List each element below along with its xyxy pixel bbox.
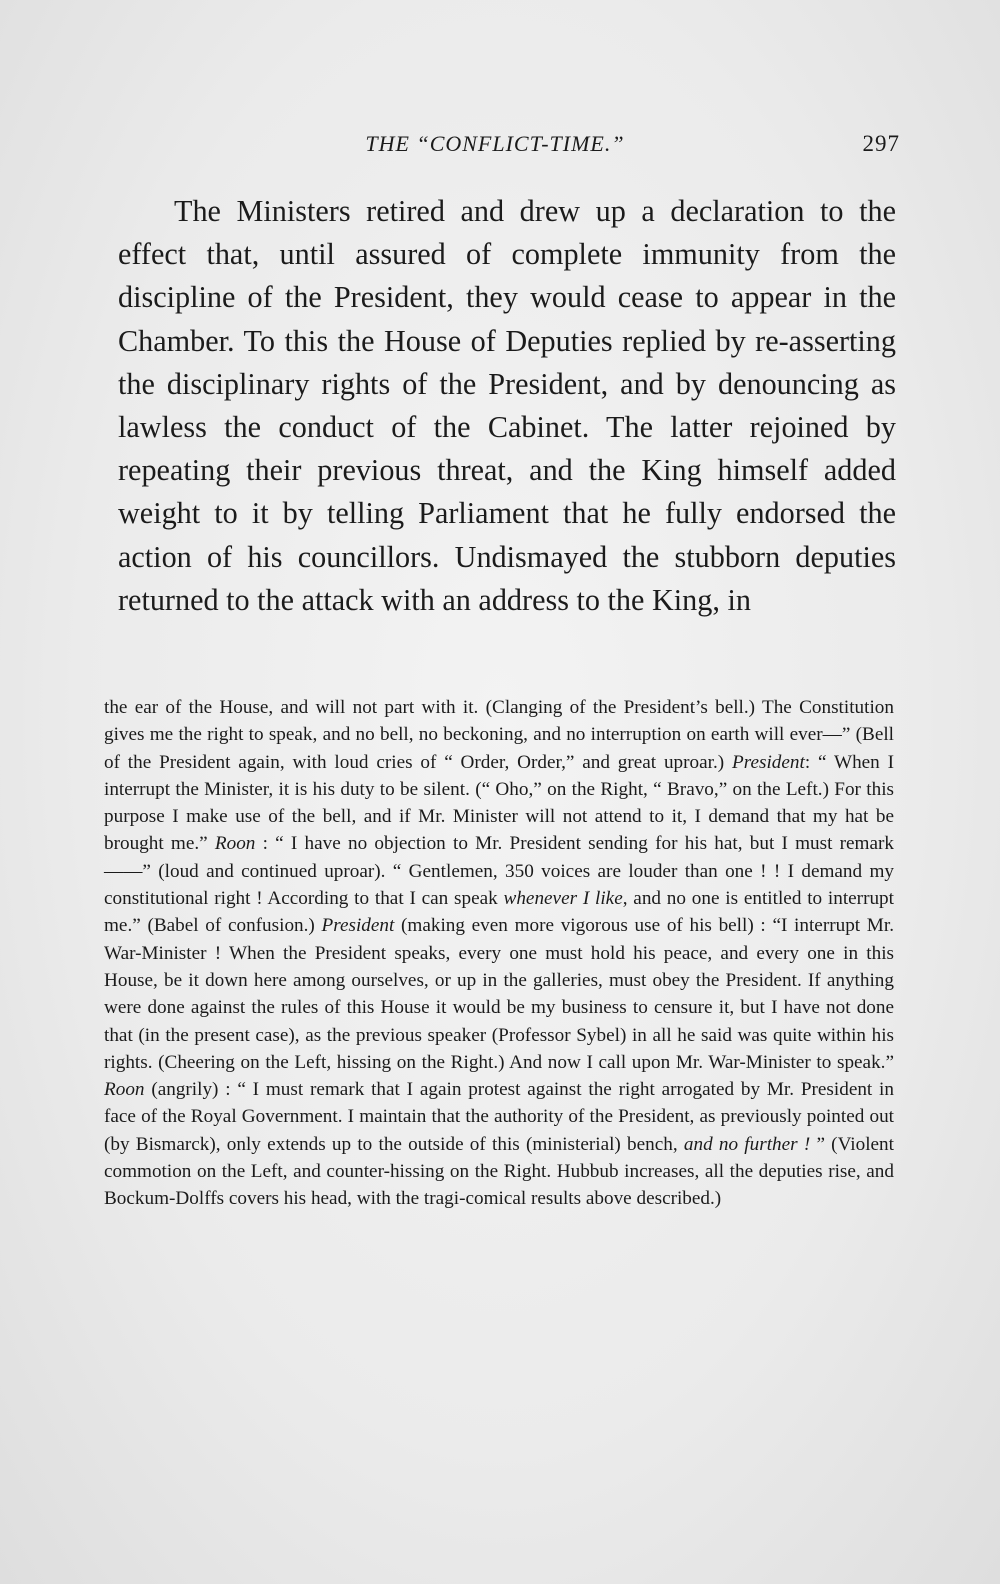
emphasis-text: whenever I like [503,888,623,910]
footnote-text: : “ When I interrupt the Minister, it is his duty to be silent. (“ Oho,” on the Right, “ Bravo,” on the Left.) For this purpose I make use of the bell, and if Mr. Minister will not attend to it, I demand that my hat be brought me.” [104,751,894,855]
footnote-text: (making even more vigorous use of his bell) : “I interrupt Mr. War-Minister ! When the President speaks, every one must hold his peace, and every one in this House, be it down here among ourselves, or up in the galleries, must obey the President. If anything were done against the rules of this House it would be my business to censure it, but I have not done that (in the present case), as the previous speaker (Professor Sybel) in all he said was quite within his rights. (Cheering on the Left, hissing on the Right.) And now I call upon Mr. War-Minister to speak.” [104,915,894,1073]
speaker-name: President [321,915,395,937]
main-paragraph: The Ministers retired and drew up a declaration to the effect that, until assured of complete immunity from the discipline of the President, they would cease to appear in the Chamber. To this the House of Deputies replied by re-asserting the disciplinary rights of the President, and by denouncing as lawless the conduct of the Cabinet. The latter rejoined by repeating their previous threat, and the King himself added weight to it by telling Parliament that he fully endorsed the action of his councillors. Undismayed the stubborn deputies returned to the attack with an address to the King, in [118,194,896,617]
footnote-text: the ear of the House, and will not part with it. (Clanging of the President’s bell.) The Constitution gives me the right to speak, and no bell, no beckoning, and no interruption on earth will ever—” (Bell of the President again, with loud cries of “ Order, Order,” and great uproar.) [104,697,894,773]
running-head [120,131,900,165]
footnote-text: ” (Violent commotion on the Left, and counter-hissing on the Right. Hubbub increases, all the deputies rise, and Bockum-Dolffs covers his head, with the tragi-comical results above described.) [104,1133,894,1210]
emphasis-text: and no further ! [683,1133,811,1155]
running-title: THE “CONFLICT-TIME.” [365,131,625,156]
footnote-text: (angrily) : “ I must remark that I again protest against the right arrogated by Mr. President in face of the Royal Government. I maintain that the authority of the President, as previously pointed out (by Bismarck), only extends up to the outside of this (ministerial) bench, [104,1079,894,1155]
footnote [104,694,894,1213]
speaker-name: Roon [214,833,256,855]
footnote-text: , and no one is entitled to interrupt me.” (Babel of confusion.) [104,888,894,937]
speaker-name: Roon [104,1079,145,1101]
speaker-name: President [731,751,805,773]
page-number: 297 [862,131,900,156]
footnote-text: : “ I have no objection to Mr. President sending for his hat, but I must remark——” (loud and continued uproar). “ Gentlemen, 350 voices are louder than one ! ! I demand my constitutional right ! According to that I can speak [104,833,894,910]
